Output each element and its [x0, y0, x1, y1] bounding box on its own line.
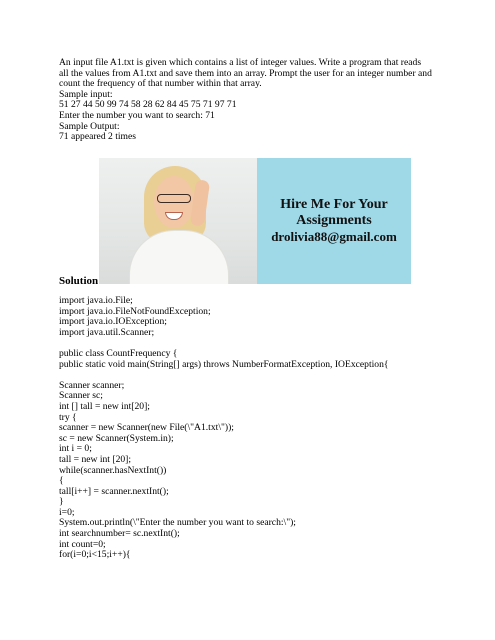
code-line: int count=0;: [59, 538, 106, 550]
ad-banner[interactable]: [99, 158, 411, 284]
code-line: tall = new int [20];: [59, 453, 132, 465]
code-listing: [59, 296, 459, 561]
code-line: while(scanner.hasNextInt()): [59, 464, 167, 476]
glasses-icon: [157, 194, 191, 203]
code-line: System.out.println(\"Enter the number you want to search:\");: [59, 517, 296, 529]
code-line: public static void main(String[] args) throws NumberFormatException, IOException{: [59, 358, 389, 370]
promo-line-2: Assignments: [296, 213, 372, 228]
sample-input-label: Sample input:: [59, 88, 113, 100]
code-line: sc = new Scanner(System.in);: [59, 432, 174, 444]
solution-heading: Solution: [59, 275, 99, 287]
sample-input-prompt: Enter the number you want to search: 71: [59, 109, 215, 121]
code-line: Scanner sc;: [59, 390, 103, 402]
code-line: }: [59, 496, 64, 508]
promo-line-1: Hire Me For Your: [280, 197, 388, 212]
intro-line: An input file A1.txt is given which contains a list of integer values. Write a program that reads: [59, 57, 422, 68]
code-line: int i = 0;: [59, 443, 92, 455]
sample-output-label: Sample Output:: [59, 120, 120, 132]
code-line: import java.io.FileNotFoundException;: [59, 305, 211, 317]
code-line: import java.io.File;: [59, 295, 133, 306]
code-line: import java.io.IOException;: [59, 316, 167, 328]
intro-line: all the values from A1.txt and save them into an array. Prompt the user for an integer number and: [59, 67, 432, 79]
sample-input-values: 51 27 44 50 99 74 58 28 62 84 45 75 71 97 71: [59, 99, 237, 111]
intro-line: count the frequency of that number within that array.: [59, 78, 262, 90]
promo-text: [257, 158, 411, 284]
code-line: try {: [59, 411, 77, 423]
code-line: int searchnumber= sc.nextInt();: [59, 528, 180, 540]
woman-photo: [99, 158, 257, 284]
code-line: Scanner scanner;: [59, 379, 125, 391]
code-line: scanner = new Scanner(new File(\"A1.txt\"));: [59, 422, 234, 434]
code-line: public class CountFrequency {: [59, 347, 178, 359]
code-line: i=0;: [59, 506, 75, 518]
code-line: tall[i++] = scanner.nextInt();: [59, 485, 169, 497]
code-line: {: [59, 475, 64, 487]
sample-output-value: 71 appeared 2 times: [59, 131, 136, 143]
code-line: for(i=0;i<15;i++){: [59, 549, 131, 561]
promo-email[interactable]: drolivia88@gmail.com: [271, 229, 397, 244]
code-line: import java.util.Scanner;: [59, 326, 155, 338]
problem-statement: [59, 58, 459, 143]
code-line: int [] tall = new int[20];: [59, 400, 150, 412]
